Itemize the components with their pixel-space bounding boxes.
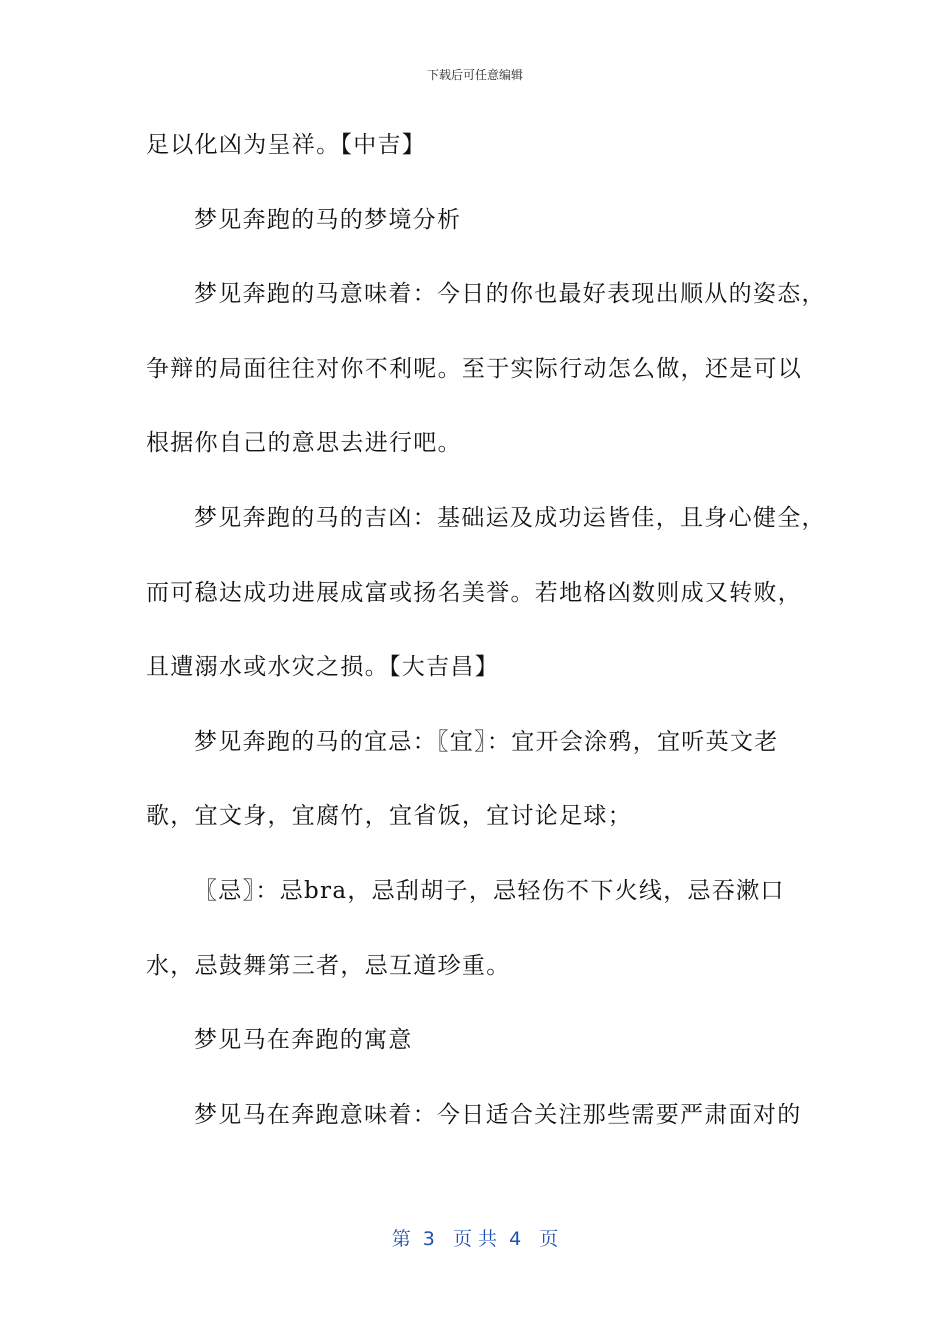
text-line: 梦见奔跑的马意味着：今日的你也最好表现出顺从的姿态， (194, 281, 826, 308)
text-line: 〖忌〗：忌bra，忌刮胡子，忌轻伤不下火线，忌吞漱口 (194, 877, 785, 904)
text-line: 且遭溺水或水灾之损。【大吉昌】 (146, 654, 499, 681)
text-line: 梦见奔跑的马的宜忌：〖宜〗：宜开会涂鸦，宜听英文老 (194, 728, 779, 755)
text-line: 梦见奔跑的马的吉凶：基础运及成功运皆佳，且身心健全， (194, 504, 826, 531)
text-line: 根据你自己的意思去进行吧。 (146, 430, 462, 457)
header-note: 下载后可任意编辑 (426, 68, 523, 82)
section-heading: 梦见马在奔跑的寓意 (194, 1027, 413, 1054)
text-line: 歌，宜文身，宜腐竹，宜省饭，宜讨论足球； (146, 803, 632, 830)
text-line: 而可稳达成功进展成富或扬名美誉。若地格凶数则成又转败， (146, 579, 803, 606)
text-line: 争辩的局面往往对你不利呢。至于实际行动怎么做，还是可以 (146, 355, 803, 382)
page-number: 第 3 页 共 4 页 (391, 1228, 559, 1250)
section-heading: 梦见奔跑的马的梦境分析 (194, 206, 462, 233)
text-line: 梦见马在奔跑意味着：今日适合关注那些需要严肃面对的 (194, 1101, 802, 1128)
text-line: 水，忌鼓舞第三者，忌互道珍重。 (146, 952, 511, 979)
document-body (146, 125, 826, 1169)
text-line: 足以化凶为呈祥。【中吉】 (146, 132, 427, 158)
